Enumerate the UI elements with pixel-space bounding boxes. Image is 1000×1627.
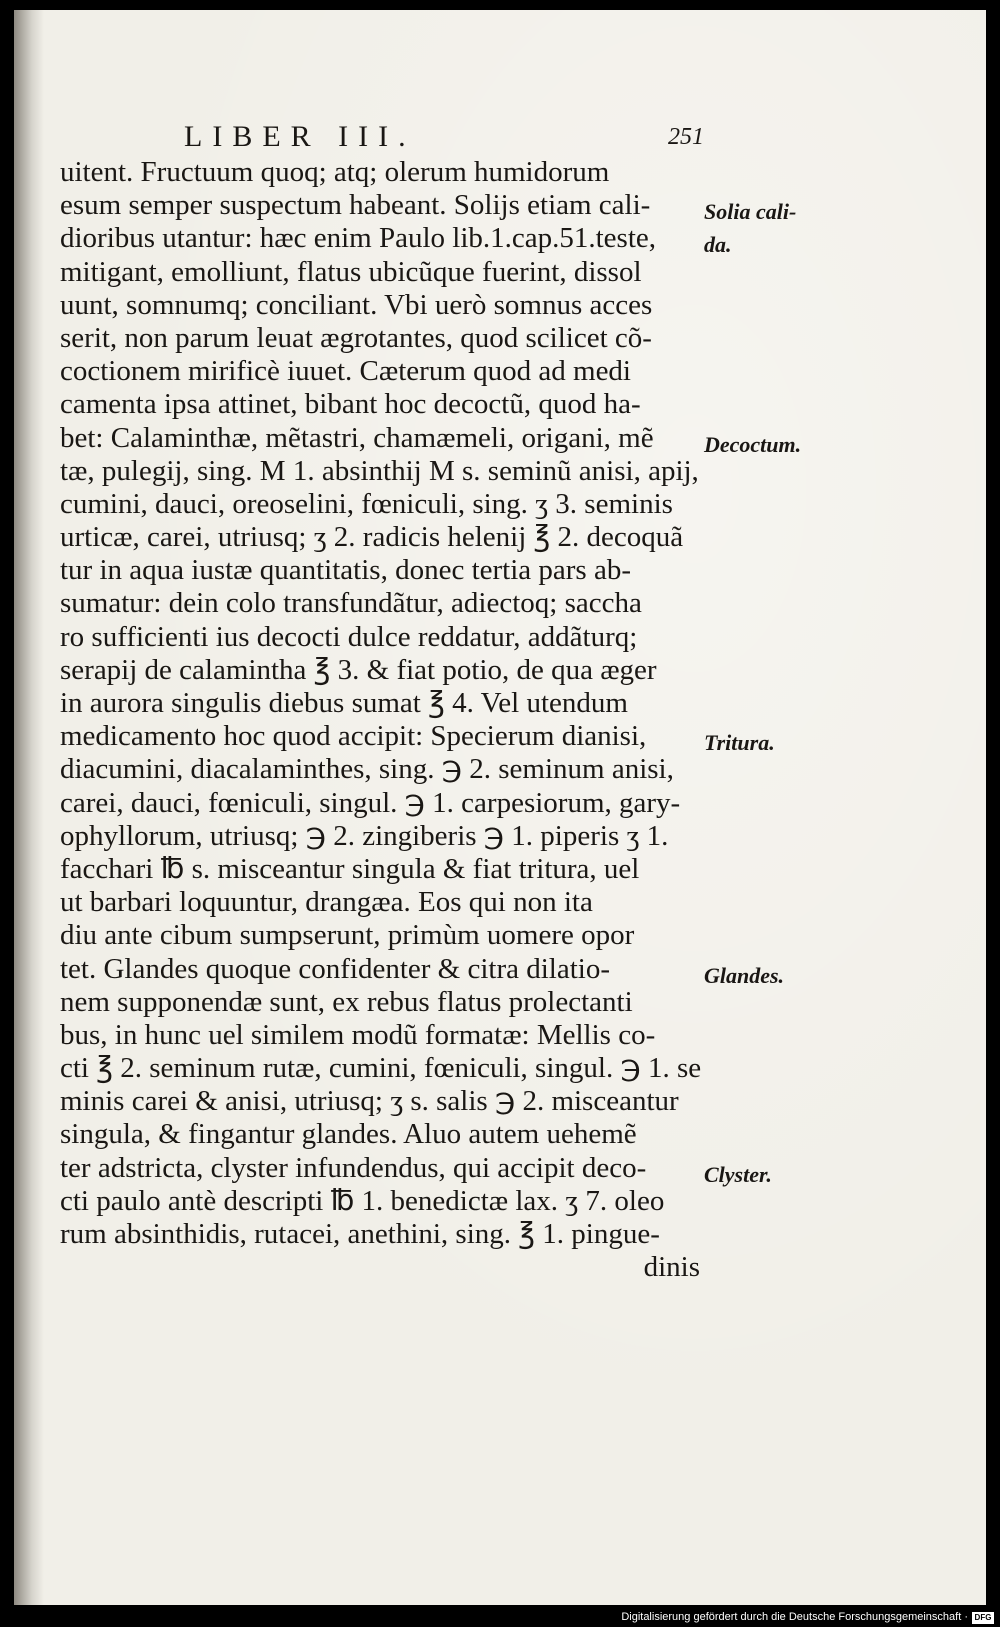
footer-credit: Digitalisierung gefördert durch die Deutsche Forschungsgemeinschaft · — [621, 1611, 968, 1623]
text-line: ter adstricta, clyster infundendus, qui accipit deco- — [60, 1151, 647, 1184]
text-line: minis carei & anisi, utriusq; ʒ s. salis ℈ 2. misceantur — [60, 1085, 679, 1118]
text-line: in aurora singulis diebus sumat ℥ 4. Vel utendum — [60, 687, 628, 719]
page-number: 251 — [668, 124, 704, 150]
text-line: nem supponendæ sunt, ex rebus flatus prolectanti — [60, 985, 633, 1018]
text-line: diu ante cibum sumpserunt, primùm uomere opor — [60, 919, 635, 952]
book-page — [14, 10, 986, 1605]
text-line: serapij de calamintha ℥ 3. & fiat potio, de qua æger — [60, 653, 657, 686]
text-line: bet: Calaminthæ, mẽtastri, chamæmeli, origani, mẽ — [60, 421, 654, 454]
text-line: carei, dauci, fœniculi, singul. ℈ 1. carpesiorum, gary- — [60, 786, 681, 819]
body-text — [60, 156, 700, 1284]
page-header — [184, 120, 704, 160]
text-line: tur in aqua iustæ quantitatis, donec tertia pars ab- — [60, 554, 631, 587]
text-line: diacumini, diacalaminthes, sing. ℈ 2. seminum anisi, — [60, 753, 674, 786]
margin-note: Clyster. — [704, 1162, 772, 1187]
running-head: LIBER III. — [184, 120, 416, 153]
dfg-logo: DFG — [972, 1612, 994, 1624]
margin-note: Decoctum. — [704, 431, 802, 457]
text-line: dinis — [643, 1251, 700, 1284]
text-line: sumatur: dein colo transfundãtur, adiectoq; saccha — [60, 587, 642, 620]
text-line: singula, & fingantur glandes. Aluo autem uehemẽ — [60, 1118, 637, 1151]
margin-note: da. — [704, 232, 732, 258]
margin-note: Solia cali- — [704, 199, 797, 225]
text-line: mitigant, emolliunt, flatus ubicũque fuerint, dissol — [60, 255, 642, 288]
text-line: bus, in hunc uel similem modũ formatæ: Mellis co- — [60, 1018, 656, 1051]
text-line: rum absinthidis, rutacei, anethini, sing. ℥ 1. pingue- — [60, 1218, 660, 1250]
text-line: cti paulo antè descripti ℔ 1. benedictæ lax. ʒ 7. oleo — [60, 1184, 665, 1217]
text-line: camenta ipsa attinet, bibant hoc decoctũ, quod ha- — [60, 388, 641, 421]
text-line: tet. Glandes quoque confidenter & citra dilatio- — [60, 952, 611, 985]
text-line: urticæ, carei, utriusq; ʒ 2. radicis helenij ℥ 2. decoquã — [60, 521, 684, 554]
text-line: medicamento hoc quod accipit: Specierum dianisi, — [60, 720, 647, 753]
text-line: facchari ℔ s. misceantur singula & fiat tritura, uel — [60, 852, 640, 885]
text-line: ophyllorum, utriusq; ℈ 2. zingiberis ℈ 1. piperis ʒ 1. — [60, 819, 669, 852]
footer-bar — [0, 1610, 1000, 1627]
text-line: cumini, dauci, oreoselini, fœniculi, sing. ʒ 3. seminis — [60, 487, 673, 520]
text-line: esum semper suspectum habeant. Solijs etiam cali- — [60, 189, 651, 222]
text-line: coctionem mirificè iuuet. Cæterum quod ad medi — [60, 355, 631, 388]
margin-note: Glandes. — [704, 962, 785, 988]
text-line: ro sufficienti ius decocti dulce reddatur, addãturq; — [60, 620, 638, 653]
text-line: cti ℥ 2. seminum rutæ, cumini, fœniculi, singul. ℈ 1. se — [60, 1052, 702, 1085]
text-line: tæ, pulegij, sing. M 1. absinthij M s. seminũ anisi, apij, — [60, 454, 699, 487]
text-line: uunt, somnumq; conciliant. Vbi uerò somnus acces — [60, 288, 653, 321]
text-line: dioribus utantur: hæc enim Paulo lib.1.cap.51.teste, — [60, 222, 657, 255]
margin-note: Tritura. — [704, 730, 775, 756]
text-line: uitent. Fructuum quoq; atq; olerum humidorum — [60, 156, 610, 188]
page-gutter-shadow — [14, 10, 44, 1605]
text-line: ut barbari loquuntur, drangæa. Eos qui non ita — [60, 886, 593, 919]
text-line: serit, non parum leuat ægrotantes, quod scilicet cõ- — [60, 321, 652, 354]
